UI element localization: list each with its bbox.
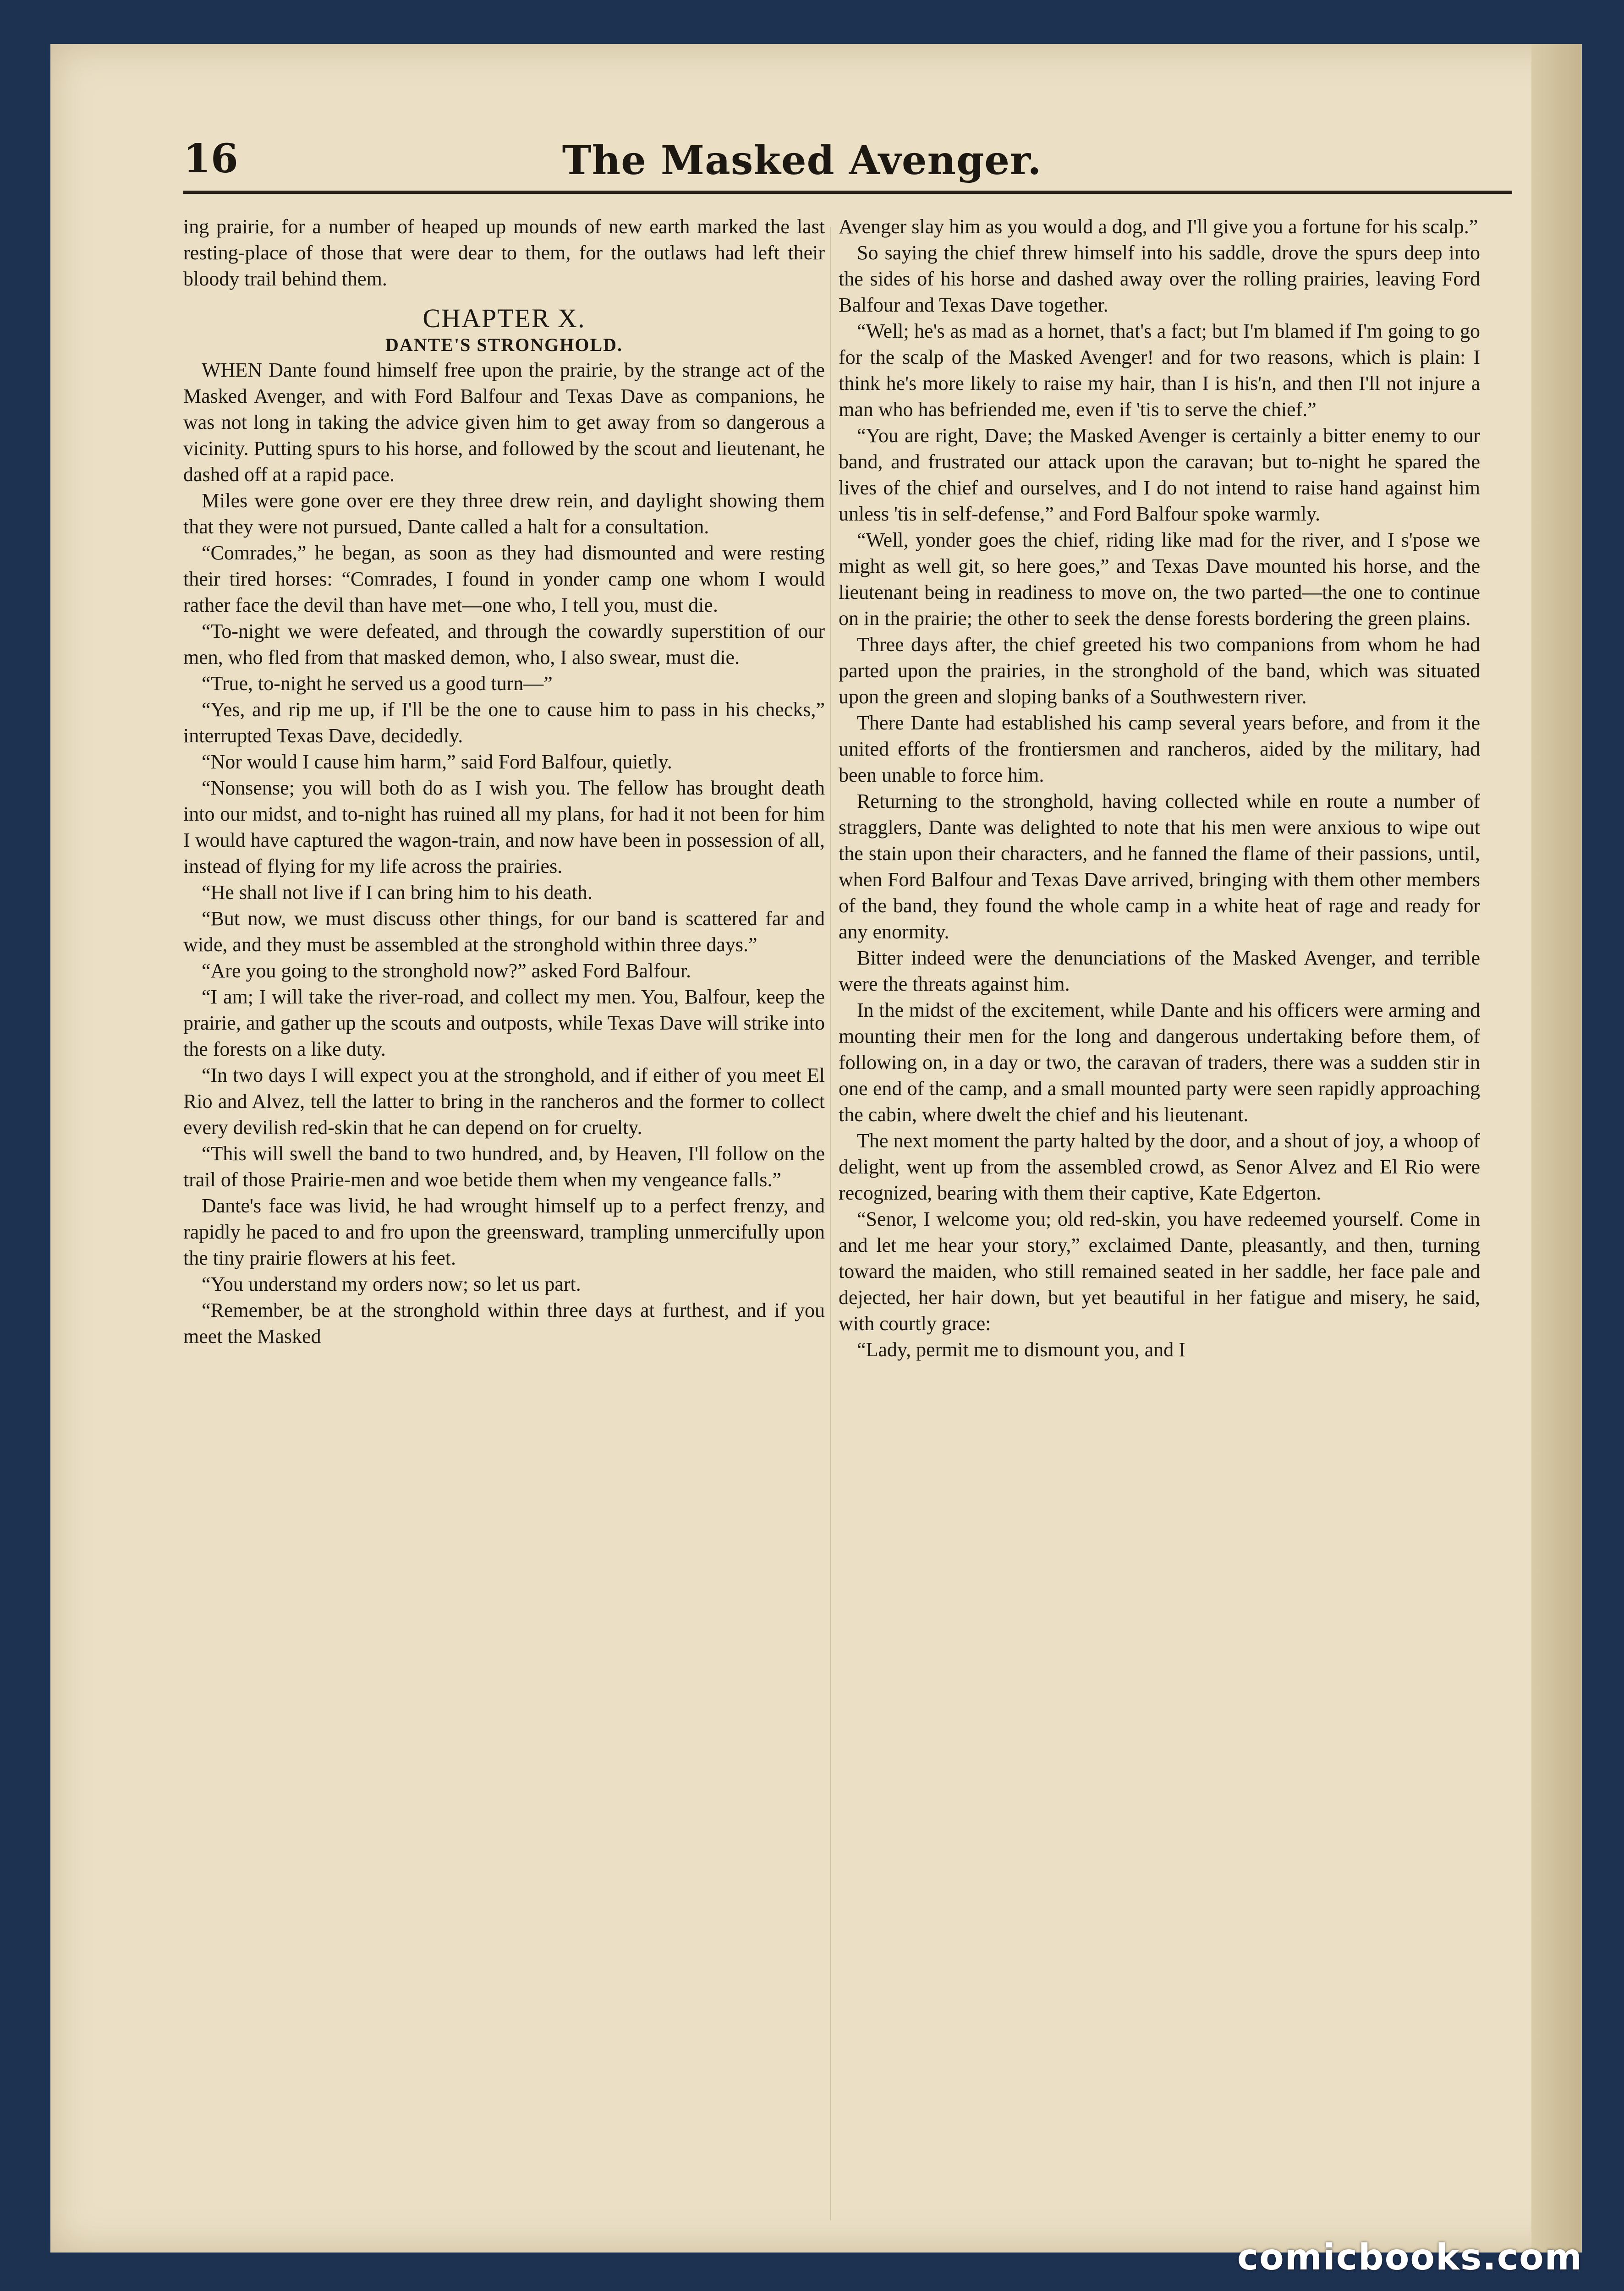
paragraph: “Well; he's as mad as a hornet, that's a fact; but I'm blamed if I'm going to go for the scalp of the Masked Avenger! and for two reasons, which is plain: I think he's more likely to raise my hair, than I is his'n, and then I'll not injure a man who has befriended me, even if 'tis to serve the chief.”: [839, 320, 1480, 421]
paragraph: Miles were gone over ere they three drew rein, and daylight showing them that they were not pursued, Dante called a halt for a consultation.: [183, 489, 825, 538]
paragraph: “You are right, Dave; the Masked Avenger is certainly a bitter enemy to our band, and frustrated our attack upon the caravan; but to-night he spared the lives of the chief and ourselves, and I do not intend to raise hand against him unless 'tis in self-defense,” and Ford Balfour spoke warmly.: [839, 424, 1480, 525]
paragraph: Three days after, the chief greeted his two companions from whom he had parted upon the prairies, in the stronghold of the band, which was situated upon the green and sloping banks of a Southwestern river.: [839, 633, 1480, 708]
book-page: [50, 44, 1582, 2253]
paragraph: There Dante had established his camp several years before, and from it the united efforts of the frontiersmen and rancheros, aided by the military, had been unable to force him.: [839, 712, 1480, 786]
paragraph: “To-night we were defeated, and through the cowardly superstition of our men, who fled from that masked demon, who, I also swear, must die.: [183, 620, 825, 669]
paragraph: “He shall not live if I can bring him to his death.: [202, 881, 593, 904]
column-divider: [830, 227, 831, 2220]
paragraph: “Nonsense; you will both do as I wish you. The fellow has brought death into our midst, and to-night has ruined all my plans, for had it not been for him I would have captured the wagon-train, and now have been in possession of all, instead of flying for my life across the prairies.: [183, 777, 825, 877]
paragraph: Dante's face was livid, he had wrought himself up to a perfect frenzy, and rapidly he paced to and fro upon the greensward, trampling unmercifully upon the tiny prairie flowers at his feet.: [183, 1195, 825, 1269]
paragraph: “Yes, and rip me up, if I'll be the one to cause him to pass in his checks,” interrupted Texas Dave, decidedly.: [183, 698, 825, 747]
paragraph: “Comrades,” he began, as soon as they had dismounted and were resting their tired horses: “Comrades, I found in yonder camp one whom I would rather face the devil than have met—one who, I tell you, must die.: [183, 542, 825, 616]
page-header: [183, 136, 1421, 204]
paragraph: “I am; I will take the river-road, and collect my men. You, Balfour, keep the prairie, and gather up the scouts and outposts, while Texas Dave will strike into the forests on a like duty.: [183, 986, 825, 1060]
paragraph: “Are you going to the stronghold now?” asked Ford Balfour.: [202, 959, 691, 982]
paragraph: “This will swell the band to two hundred, and, by Heaven, I'll follow on the trail of those Prairie-men and woe betide them when my vengeance falls.”: [183, 1142, 825, 1191]
page-gutter: [1531, 44, 1582, 2253]
left-column: [183, 214, 825, 2220]
paragraph: “Remember, be at the stronghold within three days at furthest, and if you meet the Masked: [183, 1299, 825, 1348]
right-column: [839, 214, 1480, 2220]
running-title: The Masked Avenger.: [562, 137, 1042, 184]
paragraph: “In two days I will expect you at the stronghold, and if either of you meet El Rio and Alvez, tell the latter to bring in the rancheros and the former to collect every devilish red-skin that he can depend on for cruelty.: [183, 1064, 825, 1139]
paragraph: “You understand my orders now; so let us part.: [202, 1273, 581, 1295]
paragraph: “Senor, I welcome you; old red-skin, you have redeemed yourself. Come in and let me hear your story,” exclaimed Dante, pleasantly, and then, turning toward the maiden, who still remained seated in her saddle, her face pale and dejected, her hair down, but yet beautiful in her fatigue and misery, he said, with courtly grace:: [839, 1208, 1480, 1335]
paragraph: Bitter indeed were the denunciations of the Masked Avenger, and terrible were the threats against him.: [839, 947, 1480, 995]
paragraph: The next moment the party halted by the door, and a shout of joy, a whoop of delight, went up from the assembled crowd, as Senor Alvez and El Rio were recognized, bearing with them their captive, Kate Edgerton.: [839, 1129, 1480, 1204]
page-number: 16: [183, 136, 238, 182]
chapter-subtitle: DANTE'S STRONGHOLD.: [385, 334, 623, 355]
paragraph: Returning to the stronghold, having collected while en route a number of stragglers, Dante was delighted to note that his men were anxious to wipe out the stain upon their characters, and he fanned the flame of their passions, until, when Ford Balfour and Texas Dave arrived, bringing with them other members of the band, they found the whole camp in a white heat of rage and ready for any enormity.: [839, 790, 1480, 943]
watermark-logo: comicbooks.com: [1237, 2237, 1583, 2278]
paragraph: “Well, yonder goes the chief, riding like mad for the river, and I s'pose we might as well git, so here goes,” and Texas Dave mounted his horse, and the lieutenant being in readiness to move on, the two parted—the one to continue on in the prairie; the other to seek the dense forests bordering the green plains.: [839, 529, 1480, 630]
paragraph: WHEN Dante found himself free upon the prairie, by the strange act of the Masked Avenger, and with Ford Balfour and Texas Dave as companions, he was not long in taking the advice given him to get away from so dangerous a vicinity. Putting spurs to his horse, and followed by the scout and lieutenant, he dashed off at a rapid pace.: [183, 359, 825, 486]
paragraph: “True, to-night he served us a good turn—”: [202, 672, 553, 695]
chapter-heading: CHAPTER X.: [422, 303, 586, 333]
paragraph: Avenger slay him as you would a dog, and I'll give you a fortune for his scalp.”: [839, 215, 1478, 238]
paragraph: “Lady, permit me to dismount you, and I: [857, 1338, 1185, 1361]
paragraph: “Nor would I cause him harm,” said Ford Balfour, quietly.: [202, 751, 672, 773]
paragraph: In the midst of the excitement, while Dante and his officers were arming and mounting their men for the long and dangerous undertaking before them, of following on, in a day or two, the caravan of traders, there was a sudden stir in one end of the camp, and a small mounted party were seen rapidly approaching the cabin, where dwelt the chief and his lieutenant.: [839, 999, 1480, 1126]
paragraph: So saying the chief threw himself into his saddle, drove the spurs deep into the sides of his horse and dashed away over the rolling prairies, leaving Ford Balfour and Texas Dave together.: [839, 241, 1480, 316]
header-rule: [183, 191, 1512, 194]
paragraph: “But now, we must discuss other things, for our band is scattered far and wide, and they must be assembled at the stronghold within three days.”: [183, 907, 825, 956]
paragraph: ing prairie, for a number of heaped up mounds of new earth marked the last resting-place of those that were dear to them, for the outlaws had left their bloody trail behind them.: [183, 215, 825, 290]
